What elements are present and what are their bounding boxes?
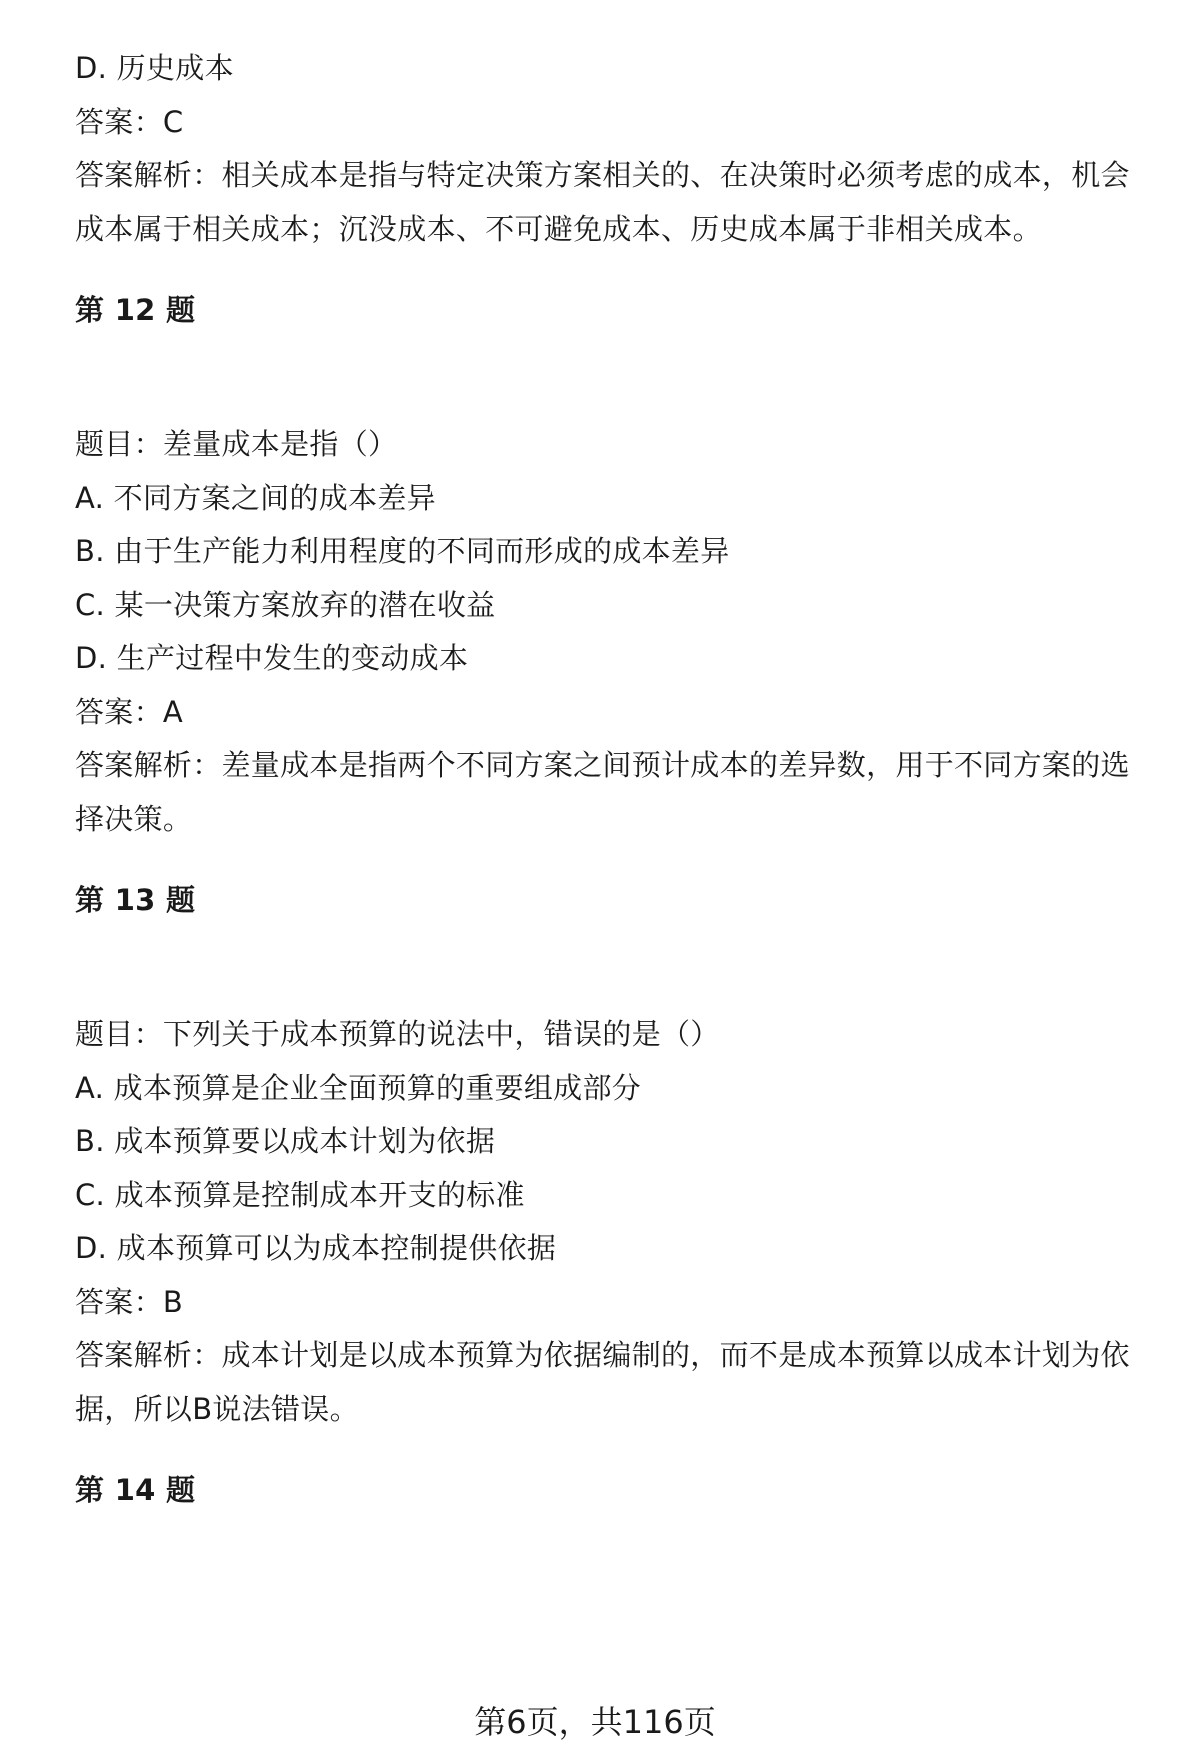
q13-answer: 答案：B: [75, 1285, 184, 1319]
q12-explanation-line2: 择决策。: [75, 802, 193, 836]
q14-heading: 第 14 题: [75, 1473, 196, 1507]
q13-explanation-line2: 据，所以B说法错误。: [75, 1392, 359, 1426]
q12-option-b: B. 由于生产能力利用程度的不同而形成的成本差异: [75, 534, 730, 568]
q11-option-d: D. 历史成本: [75, 51, 234, 85]
q13-explanation-line1: 答案解析：成本计划是以成本预算为依据编制的，而不是成本预算以成本计划为依: [75, 1338, 1130, 1372]
q13-option-d: D. 成本预算可以为成本控制提供依据: [75, 1231, 557, 1265]
q13-option-c: C. 成本预算是控制成本开支的标准: [75, 1178, 525, 1212]
q12-answer: 答案：A: [75, 695, 184, 729]
q12-option-d: D. 生产过程中发生的变动成本: [75, 641, 469, 675]
q11-explanation-line2: 成本属于相关成本；沉没成本、不可避免成本、历史成本属于非相关成本。: [75, 212, 1042, 246]
q13-option-b: B. 成本预算要以成本计划为依据: [75, 1124, 496, 1158]
q11-explanation-line1: 答案解析：相关成本是指与特定决策方案相关的、在决策时必须考虑的成本，机会: [75, 158, 1130, 192]
q12-explanation-line1: 答案解析：差量成本是指两个不同方案之间预计成本的差异数，用于不同方案的选: [75, 748, 1130, 782]
q12-option-c: C. 某一决策方案放弃的潜在收益: [75, 588, 496, 622]
q11-answer: 答案：C: [75, 105, 184, 139]
q12-heading: 第 12 题: [75, 293, 196, 327]
q13-option-a: A. 成本预算是企业全面预算的重要组成部分: [75, 1071, 642, 1105]
q13-question: 题目：下列关于成本预算的说法中，错误的是（）: [75, 1017, 720, 1051]
q12-option-a: A. 不同方案之间的成本差异: [75, 481, 436, 515]
page-number-footer: 第6页，共116页: [474, 1703, 716, 1741]
q12-question: 题目：差量成本是指（）: [75, 427, 398, 461]
q13-heading: 第 13 题: [75, 883, 196, 917]
